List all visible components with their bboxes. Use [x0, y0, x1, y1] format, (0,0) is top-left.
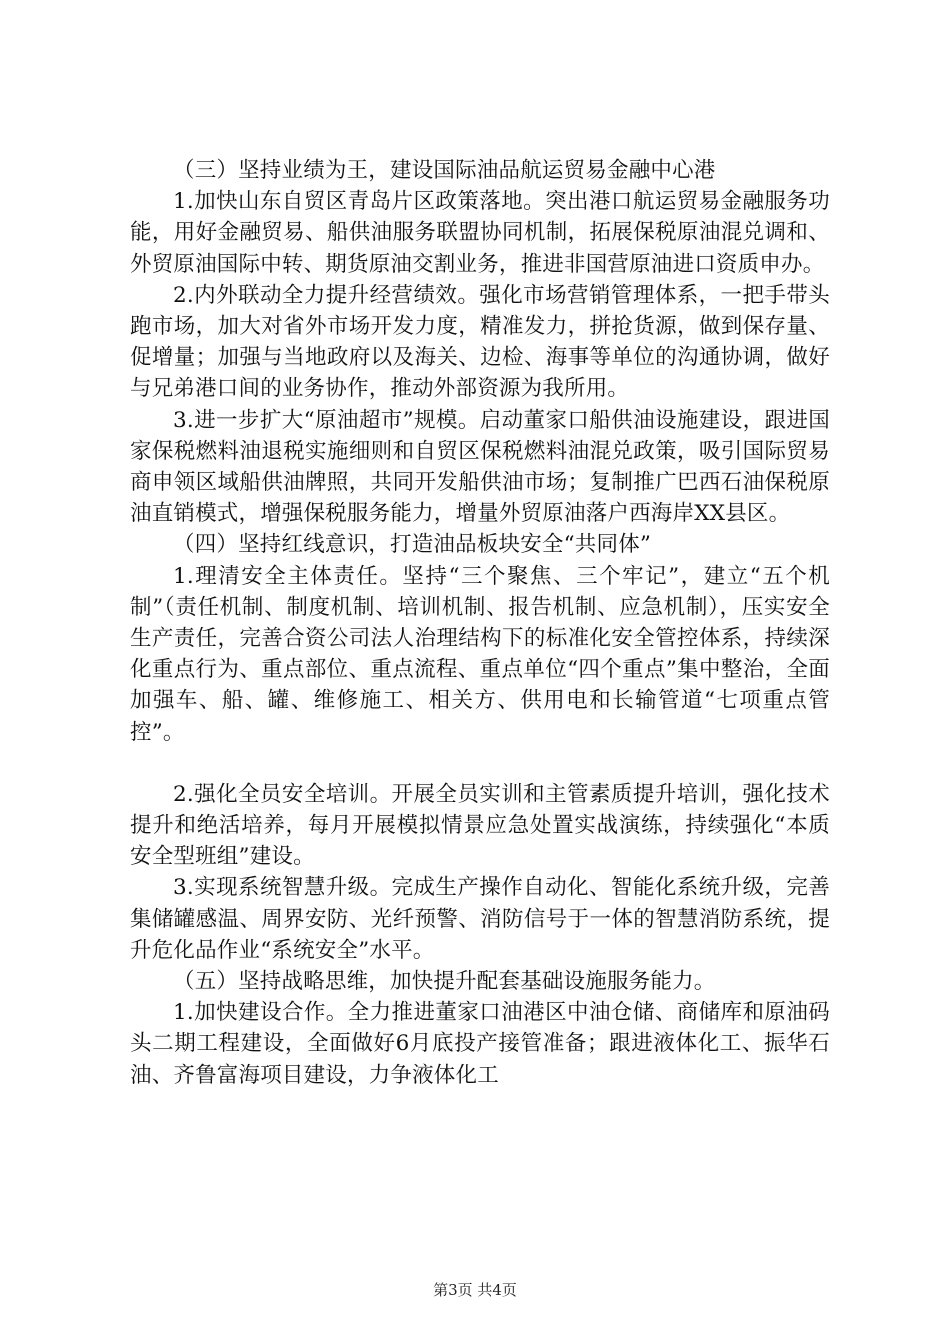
- paragraph-item: 3.实现系统智慧升级。完成生产操作自动化、智能化系统升级，完善集储罐感温、周界安防、光纤预警、消防信号于一体的智慧消防系统，提升危化品作业“系统安全”水平。: [130, 875, 830, 963]
- section-heading-five: （五）坚持战略思维，加快提升配套基础设施服务能力。: [173, 969, 716, 995]
- paragraph-item: 1.加快山东自贸区青岛片区政策落地。突出港口航运贸易金融服务功能，用好金融贸易、船供油服务联盟协同机制，拓展保税原油混兑调和、外贸原油国际中转、期货原油交割业务，推进非国营原油进口资质申办。: [130, 189, 830, 277]
- paragraph-item: 2.内外联动全力提升经营绩效。强化市场营销管理体系，一把手带头跑市场，加大对省外市场开发力度，精准发力，拼抢货源，做到保存量、促增量；加强与当地政府以及海关、边检、海事等单位的沟通协调，做好与兄弟港口间的业务协作，推动外部资源为我所用。: [130, 282, 830, 402]
- document-body: [130, 155, 830, 1091]
- section-heading-four: （四）坚持红线意识，打造油品板块安全“共同体”: [173, 532, 652, 558]
- section-heading-three: （三）坚持业绩为王，建设国际油品航运贸易金融中心港: [173, 158, 716, 183]
- paragraph-item: 1.加快建设合作。全力推进董家口油港区中油仓储、商储库和原油码头二期工程建设，全面做好6月底投产接管准备；跟进液体化工、振华石油、齐鲁富海项目建设，力争液体化工: [130, 1000, 830, 1088]
- page-footer: 第3页 共4页: [433, 1281, 517, 1299]
- paragraph-item: 2.强化全员安全培训。开展全员实训和主管素质提升培训，强化技术提升和绝活培养，每月开展模拟情景应急处置实战演练，持续强化“本质安全型班组”建设。: [130, 781, 830, 870]
- paragraph-item: 3.进一步扩大“原油超市”规模。启动董家口船供油设施建设，跟进国家保税燃料油退税实施细则和自贸区保税燃料油混兑政策，吸引国际贸易商申领区域船供油牌照，共同开发船供油市场；复制推广巴西石油保税原油直销模式，增强保税服务能力，增量外贸原油落户西海岸XX县区。: [130, 407, 830, 527]
- paragraph-item: 1.理清安全主体责任。坚持“三个聚焦、三个牢记”，建立“五个机制”（责任机制、制度机制、培训机制、报告机制、应急机制），压实安全生产责任，完善合资公司法人治理结构下的标准化安全管控体系，持续深化重点行为、重点部位、重点流程、重点单位“四个重点”集中整治，全面加强车、船、罐、维修施工、相关方、供用电和长输管道“七项重点管控”。: [130, 563, 830, 745]
